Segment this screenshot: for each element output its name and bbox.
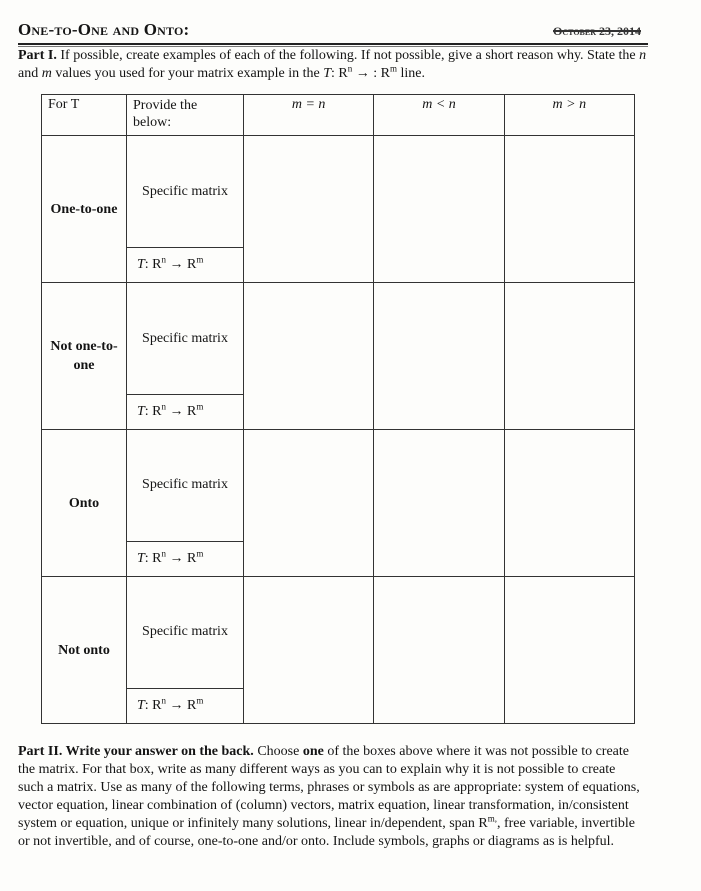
t-symbol: T (137, 403, 145, 419)
t-symbol: T (137, 257, 145, 273)
t-arrow: → R (166, 403, 197, 419)
answer-cell[interactable] (244, 283, 374, 430)
header-for-t (42, 95, 127, 136)
t-sup-m: m (196, 695, 204, 706)
t-symbol: T (137, 697, 145, 713)
t-sup-n: n (161, 401, 167, 412)
part2-text-c: , free variable, invertible or not invertible, and of course, one-to-one and/or onto. Include symbols, graphs or diagrams as is helpful. (18, 816, 635, 849)
specific-matrix-cell: Specific matrix (127, 136, 244, 248)
table-header-row (42, 95, 635, 136)
part2-sup-m: m, (487, 813, 497, 824)
table-row (42, 136, 635, 248)
part2-text-a: Choose (253, 744, 303, 759)
part1-sup-m: m (389, 63, 397, 74)
t-sup-n: n (161, 548, 167, 559)
page-title: One-to-One and Onto: (18, 20, 190, 39)
row-label-onto: Onto (42, 430, 127, 577)
t-map-text: : R (144, 257, 162, 273)
t-map-cell (127, 247, 244, 282)
header-m-lt-n (374, 95, 504, 136)
table-row (42, 577, 635, 689)
answer-cell[interactable] (504, 430, 634, 577)
part2-instructions (18, 743, 643, 851)
part1-text-b: values you used for your matrix example in the (51, 66, 324, 81)
t-map-cell (127, 394, 244, 429)
crossed-out-date: October 23, 2014 (553, 24, 641, 38)
part1-T: T (323, 66, 332, 81)
t-arrow: → R (166, 697, 197, 713)
part2-label: Part II. (18, 744, 63, 759)
row-label-one-to-one: One-to-one (42, 136, 127, 283)
t-map-cell (127, 541, 244, 576)
answer-cell[interactable] (504, 283, 634, 430)
part1-n: n (639, 48, 647, 63)
part1-m: m (41, 66, 52, 81)
row-label-not-onto: Not onto (42, 577, 127, 724)
table-row (42, 430, 635, 542)
t-map-cell (127, 688, 244, 723)
part2-one: one (302, 744, 324, 759)
part1-label: Part I. (18, 48, 57, 63)
t-map-text: : R (144, 697, 162, 713)
answer-cell[interactable] (504, 136, 634, 283)
header-m-lt-n-label: m < n (422, 97, 456, 112)
header-m-gt-n-label: m > n (552, 97, 587, 112)
t-sup-m: m (196, 254, 204, 265)
t-sup-n: n (161, 254, 167, 265)
header-rule (18, 43, 648, 45)
answer-cell[interactable] (244, 136, 374, 283)
answer-cell[interactable] (244, 430, 374, 577)
t-arrow: → R (166, 550, 197, 566)
table-row (42, 283, 635, 395)
t-sup-m: m (196, 548, 204, 559)
t-sup-m: m (196, 401, 204, 412)
part1-map: : R (331, 66, 348, 81)
specific-matrix-cell: Specific matrix (127, 577, 244, 689)
answer-cell[interactable] (374, 577, 504, 724)
header-provide-label: Provide the below: (133, 98, 198, 130)
part1-text-c: line. (397, 66, 425, 81)
answer-cell[interactable] (244, 577, 374, 724)
specific-matrix-cell: Specific matrix (127, 430, 244, 542)
t-sup-n: n (161, 695, 167, 706)
answer-cell[interactable] (504, 577, 634, 724)
answer-cell[interactable] (374, 430, 504, 577)
part1-arrow: → : R (352, 66, 390, 81)
t-arrow: → R (166, 257, 197, 273)
part1-instructions (18, 47, 658, 83)
part1-sup-n: n (347, 63, 353, 74)
part2-bold-text: Write your answer on the back. (62, 744, 254, 759)
header-m-eq-n (244, 95, 374, 136)
part1-and: and (18, 66, 42, 81)
answer-cell[interactable] (374, 283, 504, 430)
row-label-not-one-to-one: Not one-to-one (42, 283, 127, 430)
specific-matrix-cell: Specific matrix (127, 283, 244, 395)
worksheet-table (41, 94, 635, 724)
header-for-t-label: For T (48, 97, 80, 112)
header-m-gt-n (504, 95, 634, 136)
t-map-text: : R (144, 550, 162, 566)
answer-cell[interactable] (374, 136, 504, 283)
part2-text-b: of the boxes above where it was not possible to create the matrix. For that box, write as many different ways as you can to explain why it is not possible to create such a matrix. Use as many of the following terms, phrases or symbols as are appropriate: system of equations, vector equation, linear combination of (column) vectors, matrix equation, linear transformation, in/consistent system or equation, unique or infinitely many solutions, linear in/dependent, span R (18, 744, 640, 831)
part1-text-a: If possible, create examples of each of the following. If not possible, give a short reason why. State the (56, 48, 640, 63)
header-provide (127, 95, 244, 136)
header-m-eq-n-label: m = n (291, 97, 326, 112)
t-symbol: T (137, 550, 145, 566)
t-map-text: : R (144, 403, 162, 419)
